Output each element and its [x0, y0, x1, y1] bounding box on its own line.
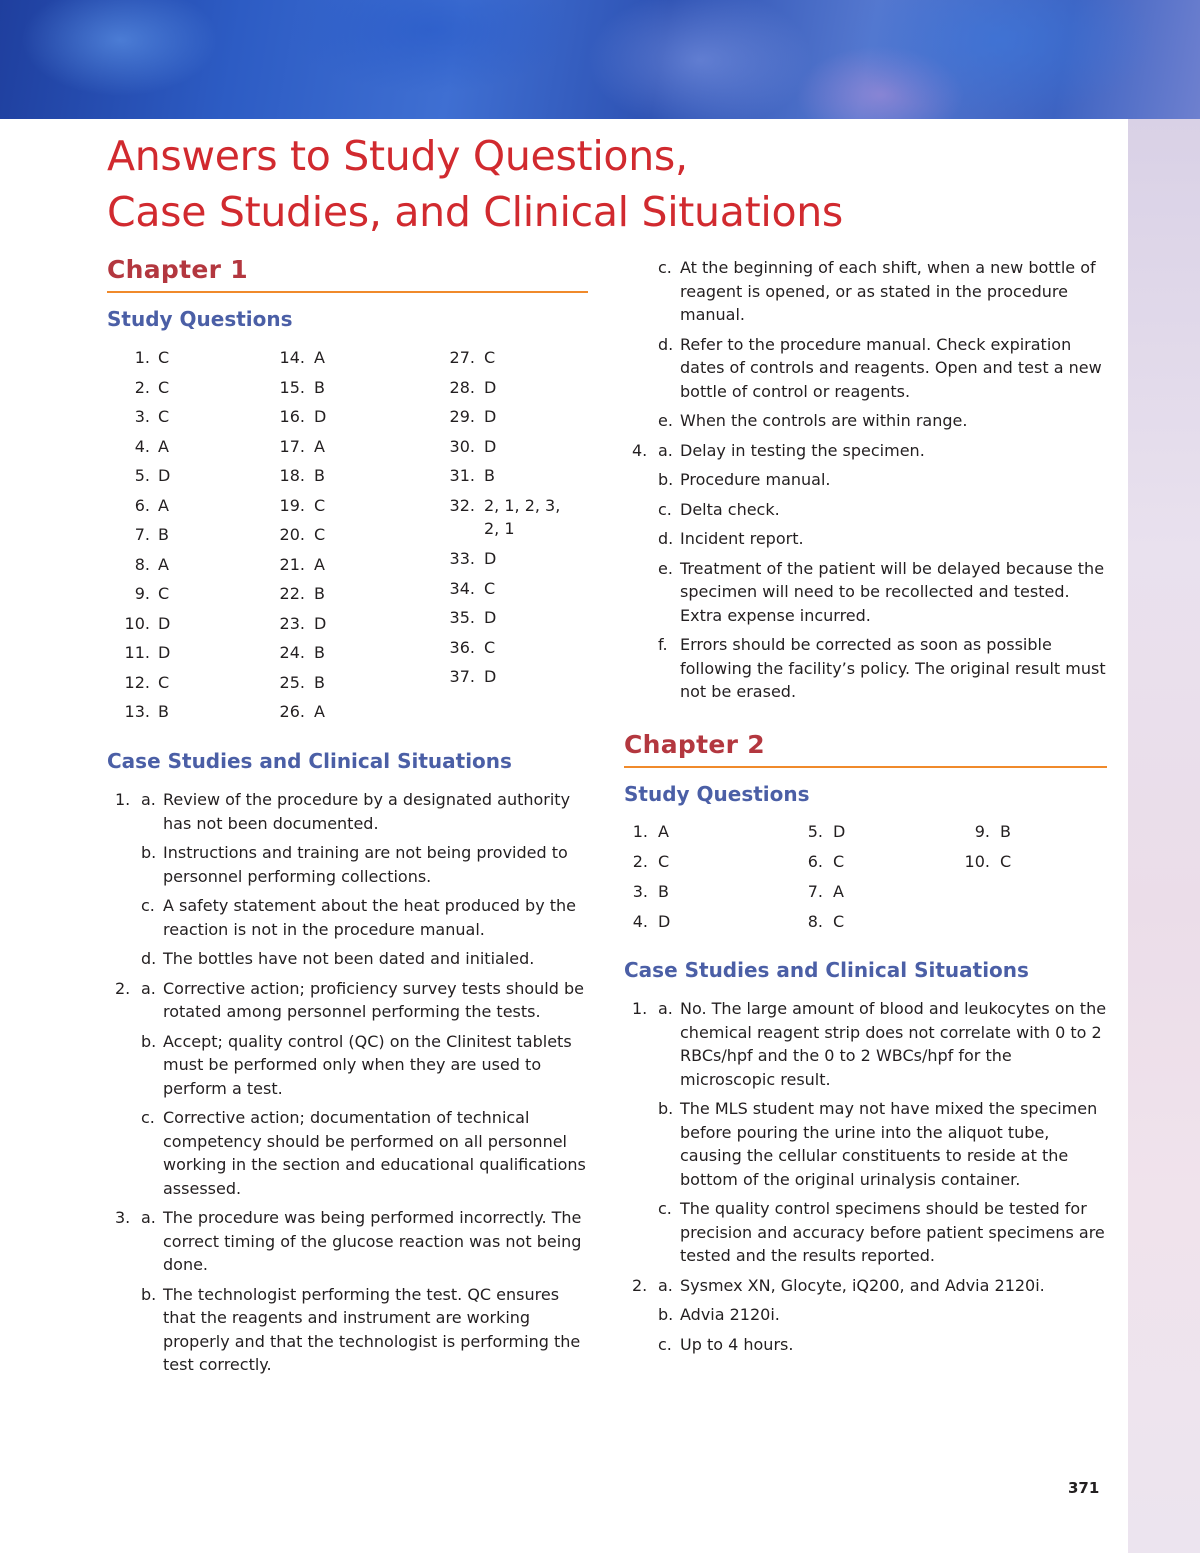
answer-number: 30. [449, 436, 475, 456]
answer-value: D [484, 407, 497, 426]
case-item [107, 841, 591, 888]
answer-item [960, 850, 1100, 873]
answer-item [112, 641, 252, 664]
answer-number: 25. [279, 672, 305, 692]
answer-value: A [158, 436, 169, 456]
answer-value: C [833, 852, 845, 871]
chapter-1-divider [107, 291, 588, 293]
case-text: Delay in testing the specimen. [680, 440, 925, 460]
answer-value: D [484, 436, 497, 456]
answer-item [270, 582, 410, 605]
case-number: 4. [632, 440, 648, 460]
answer-item [270, 435, 410, 458]
case-letter: a. [658, 999, 673, 1018]
case-letter: b. [141, 843, 157, 862]
answer-item [440, 405, 580, 428]
answer-number: 13. [124, 702, 150, 721]
case-letter: a. [658, 1275, 673, 1295]
answer-number: 3. [134, 407, 150, 426]
case-item [624, 1197, 1110, 1268]
case-item [107, 1030, 591, 1101]
answer-value: B [314, 643, 325, 662]
answer-item [440, 464, 580, 487]
answer-number: 37. [449, 667, 475, 686]
case-text: Delta check. [680, 499, 780, 519]
case-text: Treatment of the patient will be delayed because the specimen will need to be recollected and tested. Extra expense incurred. [680, 558, 1105, 625]
answer-number: 19. [279, 495, 305, 515]
case-item [624, 1333, 1110, 1357]
case-item [624, 1303, 1110, 1327]
answer-value: D [484, 667, 497, 686]
answer-value: C [484, 348, 496, 367]
answer-item [112, 700, 252, 723]
answer-number: 9. [974, 822, 990, 841]
answer-value: C [158, 672, 170, 692]
answer-value: B [158, 702, 169, 721]
answer-number: 17. [279, 436, 305, 456]
case-text: The procedure was being performed incorrectly. The correct timing of the glucose reaction was not being done. [163, 1208, 582, 1274]
answer-number: 32. [449, 495, 475, 515]
case-text: The technologist performing the test. QC ensures that the reagents and instrument are working properly and that the technologist is performing the test correctly. [163, 1284, 581, 1374]
answer-value: D [158, 466, 171, 485]
chapter-1-case-studies-heading: Case Studies and Clinical Situations [107, 749, 512, 773]
answer-value: B [314, 466, 325, 485]
answer-item [112, 405, 252, 428]
answer-value: D [484, 377, 497, 397]
case-text: Sysmex XN, Glocyte, iQ200, and Advia 2120i. [680, 1275, 1045, 1295]
case-letter: b. [141, 1284, 157, 1304]
answer-value: C [484, 637, 496, 657]
case-text: Up to 4 hours. [680, 1334, 794, 1354]
answer-item [440, 346, 580, 369]
case-letter: c. [658, 1334, 672, 1354]
answer-item [440, 636, 580, 659]
answer-number: 9. [134, 584, 150, 603]
answer-value: A [314, 436, 325, 456]
answer-number: 15. [279, 377, 305, 397]
answer-item [440, 577, 580, 600]
answer-number: 22. [279, 584, 305, 603]
answer-number: 34. [449, 578, 475, 598]
case-text: The bottles have not been dated and initialed. [163, 949, 535, 968]
answer-item [270, 523, 410, 546]
answer-value: A [314, 702, 325, 721]
case-item [624, 1274, 1110, 1298]
answer-number: 2. [134, 377, 150, 397]
answer-number: 2. [632, 852, 648, 871]
case-letter: b. [658, 470, 674, 489]
case-item [107, 947, 591, 971]
case-letter: e. [658, 411, 673, 430]
answer-item [112, 612, 252, 635]
answer-item [112, 464, 252, 487]
header-banner-image [0, 0, 1200, 119]
answer-item [270, 700, 410, 723]
answer-item [270, 464, 410, 487]
case-letter: c. [658, 258, 672, 277]
case-item [624, 468, 1110, 492]
answer-number: 26. [279, 702, 305, 721]
case-letter: b. [658, 1099, 674, 1118]
answer-number: 18. [279, 466, 305, 485]
answer-value: B [158, 525, 169, 544]
answer-number: 6. [134, 495, 150, 515]
answer-item [440, 435, 580, 458]
answer-item [112, 582, 252, 605]
answer-item [112, 671, 252, 694]
answer-value: C [158, 584, 170, 603]
answer-value: B [484, 466, 495, 485]
answer-item [960, 820, 1100, 843]
answer-item [270, 494, 410, 517]
answer-value: C [484, 578, 496, 598]
case-letter: a. [658, 440, 673, 460]
case-text: Accept; quality control (QC) on the Clinitest tablets must be performed only when they are used to perform a test. [163, 1031, 572, 1098]
answer-item [270, 553, 410, 576]
answer-item [795, 910, 935, 933]
case-letter: c. [141, 896, 155, 915]
answer-number: 28. [449, 377, 475, 397]
answer-value: C [158, 377, 170, 397]
answer-number: 31. [449, 466, 475, 485]
answer-number: 6. [807, 852, 823, 871]
answer-item [112, 553, 252, 576]
case-text: Incident report. [680, 529, 804, 548]
answer-value: B [314, 377, 325, 397]
answer-item [795, 820, 935, 843]
case-text: A safety statement about the heat produced by the reaction is not in the procedure manual. [163, 896, 576, 939]
answer-item [112, 435, 252, 458]
case-item [624, 439, 1110, 463]
answer-item [626, 910, 766, 933]
case-text: Advia 2120i. [680, 1305, 780, 1324]
answer-value: D [484, 608, 497, 627]
answer-value: B [658, 882, 669, 901]
case-number: 2. [632, 1275, 648, 1295]
answer-value: D [314, 407, 327, 426]
case-item [624, 409, 1110, 433]
answer-item [270, 405, 410, 428]
case-text: When the controls are within range. [680, 411, 968, 430]
answer-item [270, 671, 410, 694]
case-text: Errors should be corrected as soon as possible following the facility’s policy. The original result must not be erased. [680, 635, 1106, 701]
answer-item [270, 612, 410, 635]
answer-item [112, 494, 252, 517]
answer-item [270, 346, 410, 369]
answer-value: C [1000, 852, 1012, 871]
answer-number: 12. [124, 672, 150, 692]
answer-number: 16. [279, 407, 305, 426]
case-letter: f. [658, 635, 668, 654]
case-item [107, 1206, 591, 1277]
page-title-line-1: Answers to Study Questions, [107, 132, 688, 180]
case-text: Procedure manual. [680, 470, 831, 489]
answer-number: 14. [279, 348, 305, 367]
case-letter: c. [141, 1108, 155, 1127]
case-letter: a. [141, 1208, 156, 1227]
answer-item [626, 850, 766, 873]
answer-item [112, 346, 252, 369]
side-decorative-strip [1128, 119, 1200, 1553]
answer-number: 4. [632, 912, 648, 931]
answer-item [270, 641, 410, 664]
answer-number: 36. [449, 637, 475, 657]
case-item [624, 333, 1110, 404]
case-item [107, 977, 591, 1024]
case-text: The quality control specimens should be tested for precision and accuracy before patient specimens are tested and the results reported. [680, 1199, 1105, 1265]
answer-value: D [658, 912, 671, 931]
answer-value: A [314, 554, 325, 574]
case-item [624, 256, 1110, 327]
answer-item [795, 850, 935, 873]
page-title [107, 128, 1107, 240]
case-item [107, 1283, 591, 1377]
answer-value: A [658, 822, 669, 841]
case-item [624, 527, 1110, 551]
page-number: 371 [1068, 1479, 1100, 1497]
case-item [624, 633, 1110, 704]
case-letter: a. [141, 978, 156, 998]
answer-value: A [158, 495, 169, 515]
answer-value: C [658, 852, 670, 871]
case-item [624, 997, 1110, 1091]
answer-number: 10. [964, 852, 990, 871]
answer-number: 23. [279, 613, 305, 633]
answer-number: 10. [124, 613, 150, 633]
case-letter: b. [141, 1031, 157, 1051]
answer-number: 8. [807, 912, 823, 931]
answer-number: 35. [449, 608, 475, 627]
answer-value: D [158, 613, 171, 633]
answer-value: C [158, 407, 170, 426]
answer-number: 24. [279, 643, 305, 662]
case-letter: d. [658, 334, 674, 354]
chapter-2-study-questions-heading: Study Questions [624, 782, 810, 806]
answer-number: 5. [807, 822, 823, 841]
case-item [107, 788, 591, 835]
answer-number: 7. [134, 525, 150, 544]
answer-number: 33. [449, 549, 475, 568]
case-text: No. The large amount of blood and leukocytes on the chemical reagent strip does not correlate with 0 to 2 RBCs/hpf and the 0 to 2 WBCs/hpf for the microscopic result. [680, 999, 1107, 1089]
answer-item [440, 665, 580, 688]
case-item [107, 1106, 591, 1200]
answer-number: 8. [134, 554, 150, 574]
case-text: Corrective action; proficiency survey tests should be rotated among personnel performing the tests. [163, 978, 584, 1021]
answer-item [626, 880, 766, 903]
case-text: At the beginning of each shift, when a new bottle of reagent is opened, or as stated in the procedure manual. [680, 258, 1096, 324]
case-number: 1. [632, 999, 648, 1018]
case-text: Instructions and training are not being provided to personnel performing collections. [163, 843, 568, 886]
answer-number: 1. [632, 822, 648, 841]
answer-item [440, 606, 580, 629]
answer-value: D [158, 643, 171, 662]
answer-value: D [833, 822, 846, 841]
case-item [624, 557, 1110, 628]
answer-number: 27. [449, 348, 475, 367]
case-letter: a. [141, 790, 156, 809]
answer-number: 1. [134, 348, 150, 367]
case-text: Review of the procedure by a designated authority has not been documented. [163, 790, 571, 833]
answer-item [112, 523, 252, 546]
case-text: Corrective action; documentation of technical competency should be performed on all personnel working in the section and educational qualifications assessed. [163, 1108, 586, 1198]
answer-number: 4. [134, 436, 150, 456]
case-letter: c. [658, 1199, 672, 1218]
answer-item [440, 376, 580, 399]
answer-value: D [314, 613, 327, 633]
answer-number: 11. [124, 643, 150, 662]
answer-value: C [314, 495, 326, 515]
answer-item [795, 880, 935, 903]
case-text: Refer to the procedure manual. Check expiration dates of controls and reagents. Open and test a new bottle of control or reagents. [680, 334, 1102, 401]
answer-value: C [833, 912, 845, 931]
answer-value: A [158, 554, 169, 574]
answer-value: B [1000, 822, 1011, 841]
answer-value: D [484, 549, 497, 568]
answer-value: C [314, 525, 326, 544]
answer-value: A [314, 348, 325, 367]
case-letter: e. [658, 558, 673, 578]
answer-number: 5. [134, 466, 150, 485]
answer-number: 3. [632, 882, 648, 901]
answer-item [440, 547, 580, 570]
answer-value: 2, 1, 2, 3, 2, 1 [484, 495, 561, 538]
case-letter: d. [658, 529, 674, 548]
answer-item [626, 820, 766, 843]
page-title-line-2: Case Studies, and Clinical Situations [107, 188, 843, 236]
case-letter: d. [141, 949, 157, 968]
case-number: 1. [115, 790, 131, 809]
case-item [624, 498, 1110, 522]
answer-number: 21. [279, 554, 305, 574]
chapter-2-case-studies-heading: Case Studies and Clinical Situations [624, 958, 1029, 982]
answer-number: 29. [449, 407, 475, 426]
case-text: The MLS student may not have mixed the specimen before pouring the urine into the aliquot tube, causing the cellular constituents to reside at the bottom of the original urinalysis container. [680, 1099, 1098, 1189]
answer-item [270, 376, 410, 399]
case-letter: c. [658, 499, 672, 519]
case-item [107, 894, 591, 941]
answer-value: B [314, 584, 325, 603]
chapter-1-study-questions-heading: Study Questions [107, 307, 293, 331]
case-number: 3. [115, 1208, 131, 1227]
case-letter: b. [658, 1305, 674, 1324]
answer-number: 7. [807, 882, 823, 901]
chapter-2-divider [624, 766, 1107, 768]
answer-value: B [314, 672, 325, 692]
answer-value: A [833, 882, 844, 901]
answer-number: 20. [279, 525, 305, 544]
chapter-1-heading: Chapter 1 [107, 255, 248, 284]
case-number: 2. [115, 978, 131, 998]
chapter-2-heading: Chapter 2 [624, 730, 765, 759]
case-item [624, 1097, 1110, 1191]
answer-item [440, 494, 580, 540]
answer-item [112, 376, 252, 399]
answer-value: C [158, 348, 170, 367]
